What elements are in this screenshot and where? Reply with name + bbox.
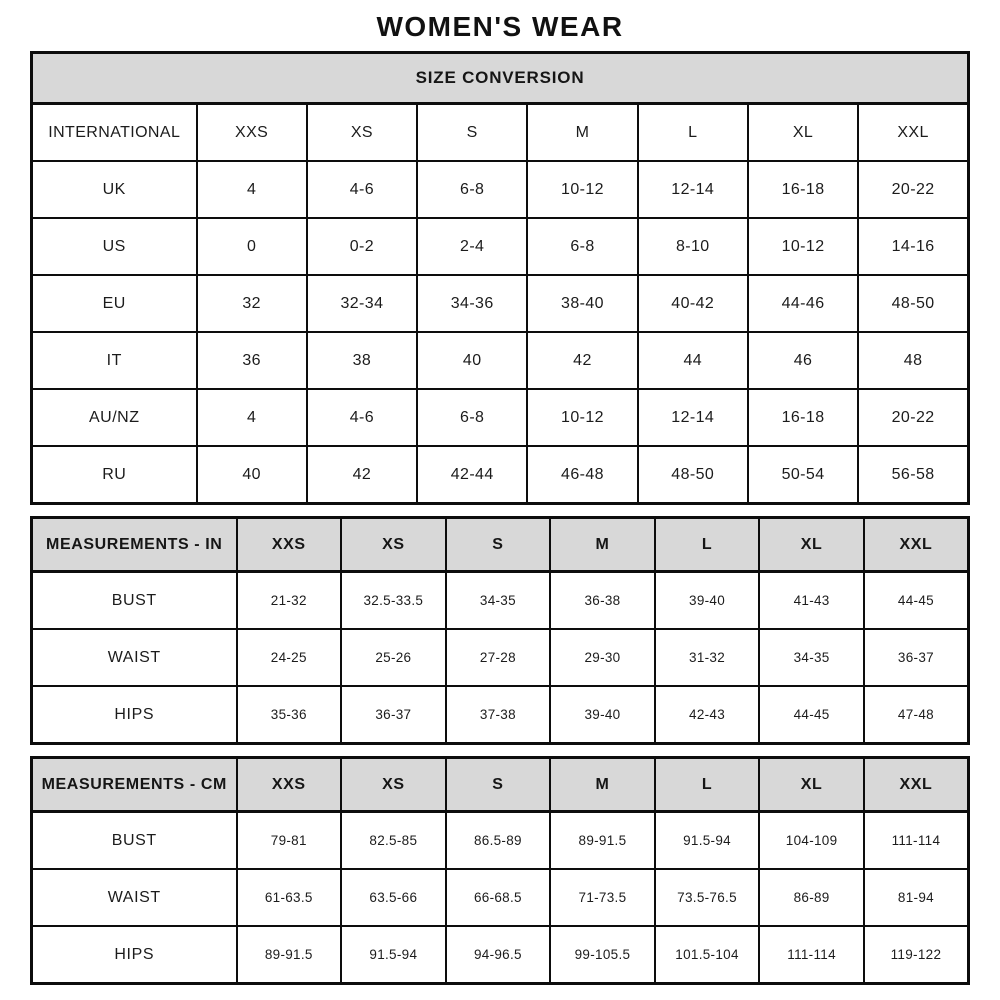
table-row [32, 686, 969, 744]
value-cell: 38 [307, 332, 417, 389]
value-cell: 79-81 [237, 812, 342, 870]
value-cell: 21-32 [237, 572, 342, 630]
value-cell: 10-12 [748, 218, 858, 275]
value-cell: 40 [417, 332, 527, 389]
value-cell: 14-16 [858, 218, 968, 275]
value-cell: 42 [307, 446, 417, 504]
column-header-cell: S [446, 518, 551, 572]
value-cell: 27-28 [446, 629, 551, 686]
table-banner-row [32, 53, 969, 104]
column-header-cell: XS [341, 518, 446, 572]
row-label-cell: BUST [32, 572, 237, 630]
table-row [32, 629, 969, 686]
value-cell: 94-96.5 [446, 926, 551, 984]
value-cell: 24-25 [237, 629, 342, 686]
row-label-cell: UK [32, 161, 197, 218]
value-cell: 82.5-85 [341, 812, 446, 870]
value-cell: 4-6 [307, 161, 417, 218]
table-row [32, 332, 969, 389]
row-label-cell: EU [32, 275, 197, 332]
value-cell: 101.5-104 [655, 926, 760, 984]
value-cell: 71-73.5 [550, 869, 655, 926]
size-conversion-table [30, 51, 970, 505]
column-header-row [32, 104, 969, 162]
value-cell: 36-38 [550, 572, 655, 630]
value-cell: 99-105.5 [550, 926, 655, 984]
row-label-cell: RU [32, 446, 197, 504]
value-cell: 31-32 [655, 629, 760, 686]
row-label-cell: HIPS [32, 686, 237, 744]
value-cell: 10-12 [527, 161, 637, 218]
column-header-cell: L [655, 518, 760, 572]
column-header-cell: XS [307, 104, 417, 162]
value-cell: 38-40 [527, 275, 637, 332]
value-cell: 4-6 [307, 389, 417, 446]
table-row [32, 275, 969, 332]
column-header-cell: S [417, 104, 527, 162]
value-cell: 6-8 [417, 161, 527, 218]
value-cell: 20-22 [858, 161, 968, 218]
table-row [32, 446, 969, 504]
value-cell: 48-50 [638, 446, 748, 504]
value-cell: 36 [197, 332, 307, 389]
value-cell: 34-35 [446, 572, 551, 630]
row-label-cell: WAIST [32, 629, 237, 686]
value-cell: 41-43 [759, 572, 864, 630]
value-cell: 111-114 [759, 926, 864, 984]
value-cell: 61-63.5 [237, 869, 342, 926]
value-cell: 47-48 [864, 686, 969, 744]
value-cell: 48 [858, 332, 968, 389]
column-header-cell: M [550, 518, 655, 572]
value-cell: 39-40 [655, 572, 760, 630]
table-row [32, 869, 969, 926]
value-cell: 36-37 [341, 686, 446, 744]
column-header-cell: XXS [197, 104, 307, 162]
column-header-cell: L [655, 758, 760, 812]
value-cell: 34-36 [417, 275, 527, 332]
row-label-cell: US [32, 218, 197, 275]
row-label-cell: BUST [32, 812, 237, 870]
table-row [32, 389, 969, 446]
row-label-cell: HIPS [32, 926, 237, 984]
column-header-cell: XL [759, 518, 864, 572]
value-cell: 6-8 [417, 389, 527, 446]
table-row [32, 218, 969, 275]
value-cell: 39-40 [550, 686, 655, 744]
value-cell: 25-26 [341, 629, 446, 686]
value-cell: 42 [527, 332, 637, 389]
value-cell: 48-50 [858, 275, 968, 332]
table-row [32, 161, 969, 218]
value-cell: 44-46 [748, 275, 858, 332]
value-cell: 36-37 [864, 629, 969, 686]
value-cell: 63.5-66 [341, 869, 446, 926]
value-cell: 29-30 [550, 629, 655, 686]
value-cell: 50-54 [748, 446, 858, 504]
value-cell: 12-14 [638, 161, 748, 218]
value-cell: 32-34 [307, 275, 417, 332]
value-cell: 4 [197, 389, 307, 446]
measurements-in-table [30, 516, 970, 745]
value-cell: 4 [197, 161, 307, 218]
value-cell: 44 [638, 332, 748, 389]
table-row [32, 812, 969, 870]
value-cell: 8-10 [638, 218, 748, 275]
column-header-cell: XL [759, 758, 864, 812]
row-label-cell: AU/NZ [32, 389, 197, 446]
value-cell: 16-18 [748, 161, 858, 218]
value-cell: 56-58 [858, 446, 968, 504]
value-cell: 44-45 [864, 572, 969, 630]
column-header-row [32, 518, 969, 572]
value-cell: 12-14 [638, 389, 748, 446]
value-cell: 32.5-33.5 [341, 572, 446, 630]
value-cell: 6-8 [527, 218, 637, 275]
column-header-cell: XXL [864, 758, 969, 812]
value-cell: 86.5-89 [446, 812, 551, 870]
value-cell: 46-48 [527, 446, 637, 504]
column-header-cell: XL [748, 104, 858, 162]
value-cell: 111-114 [864, 812, 969, 870]
value-cell: 66-68.5 [446, 869, 551, 926]
column-header-cell: MEASUREMENTS - IN [32, 518, 237, 572]
value-cell: 10-12 [527, 389, 637, 446]
value-cell: 104-109 [759, 812, 864, 870]
column-header-cell: MEASUREMENTS - CM [32, 758, 237, 812]
value-cell: 2-4 [417, 218, 527, 275]
value-cell: 16-18 [748, 389, 858, 446]
value-cell: 91.5-94 [341, 926, 446, 984]
column-header-cell: XS [341, 758, 446, 812]
column-header-row [32, 758, 969, 812]
value-cell: 37-38 [446, 686, 551, 744]
value-cell: 34-35 [759, 629, 864, 686]
column-header-cell: XXL [864, 518, 969, 572]
value-cell: 35-36 [237, 686, 342, 744]
value-cell: 81-94 [864, 869, 969, 926]
column-header-cell: M [550, 758, 655, 812]
column-header-cell: INTERNATIONAL [32, 104, 197, 162]
value-cell: 86-89 [759, 869, 864, 926]
table-row [32, 926, 969, 984]
column-header-cell: M [527, 104, 637, 162]
value-cell: 44-45 [759, 686, 864, 744]
row-label-cell: WAIST [32, 869, 237, 926]
value-cell: 32 [197, 275, 307, 332]
column-header-cell: S [446, 758, 551, 812]
measurements-cm-table [30, 756, 970, 985]
value-cell: 42-43 [655, 686, 760, 744]
column-header-cell: L [638, 104, 748, 162]
table-row [32, 572, 969, 630]
value-cell: 0-2 [307, 218, 417, 275]
column-header-cell: XXS [237, 758, 342, 812]
table-banner: SIZE CONVERSION [32, 53, 969, 104]
value-cell: 0 [197, 218, 307, 275]
value-cell: 40-42 [638, 275, 748, 332]
value-cell: 73.5-76.5 [655, 869, 760, 926]
value-cell: 20-22 [858, 389, 968, 446]
value-cell: 42-44 [417, 446, 527, 504]
value-cell: 119-122 [864, 926, 969, 984]
value-cell: 46 [748, 332, 858, 389]
page-title: WOMEN'S WEAR [376, 11, 624, 42]
value-cell: 89-91.5 [550, 812, 655, 870]
value-cell: 40 [197, 446, 307, 504]
row-label-cell: IT [32, 332, 197, 389]
column-header-cell: XXL [858, 104, 968, 162]
value-cell: 89-91.5 [237, 926, 342, 984]
column-header-cell: XXS [237, 518, 342, 572]
value-cell: 91.5-94 [655, 812, 760, 870]
